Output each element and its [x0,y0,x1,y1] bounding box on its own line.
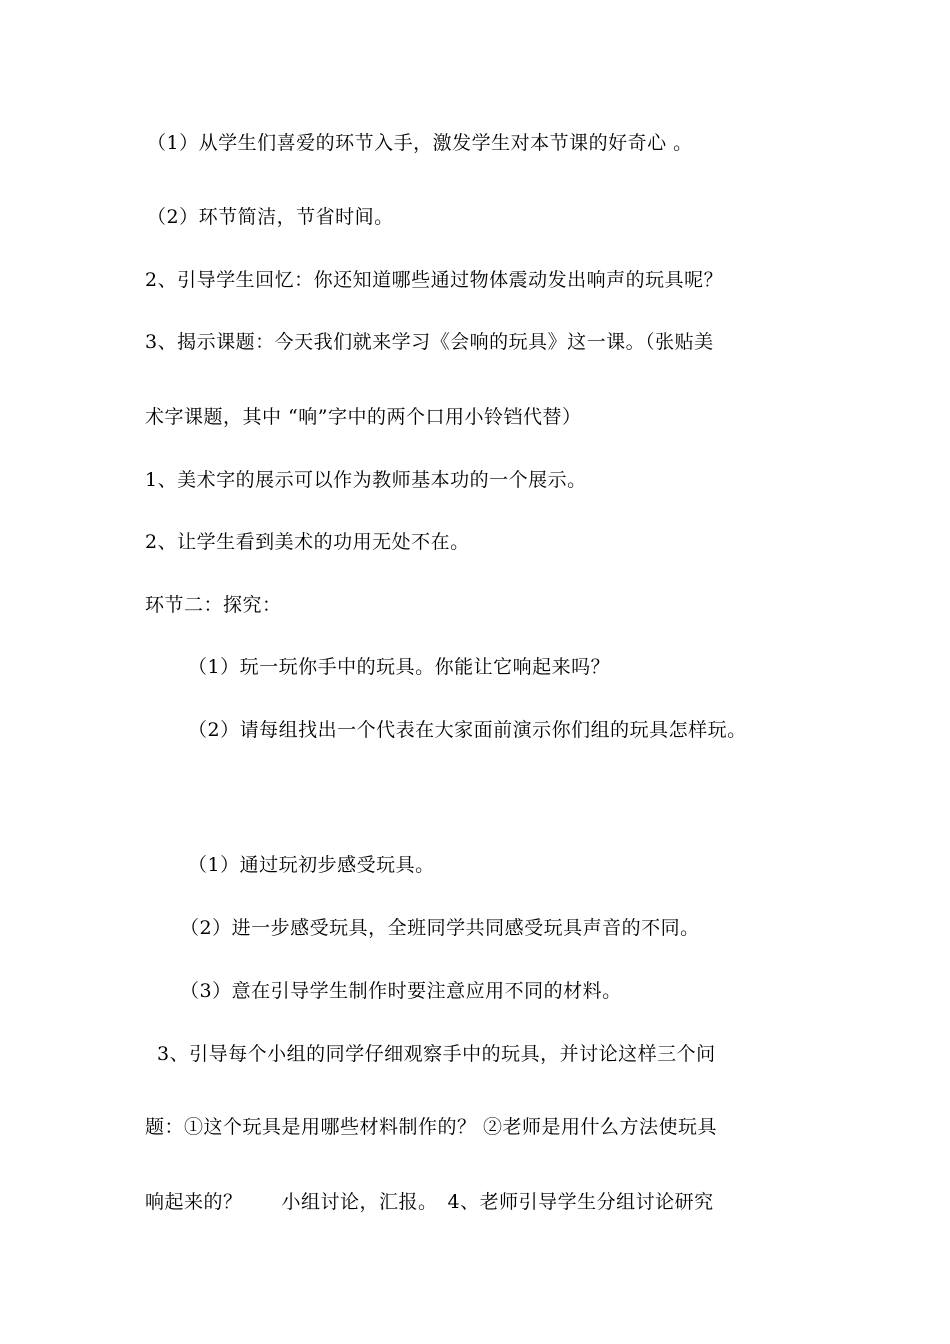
paragraph-line-6: 1、美术字的展示可以作为教师基本功的一个展示。 [145,469,587,491]
paragraph-line-14: 3、引导每个小组的同学仔细观察手中的玩具，并讨论这样三个问 [157,1043,716,1065]
section-heading: 环节二：探究： [145,594,282,616]
paragraph-line-9: （1）玩一玩你手中的玩具。你能让它响起来吗？ [188,656,611,678]
paragraph-line-11: （1）通过玩初步感受玩具。 [188,854,435,876]
paragraph-line-2: （2）环节简洁，节省时间。 [147,206,394,228]
paragraph-line-7: 2、让学生看到美术的功用无处不在。 [145,531,470,553]
paragraph-line-3: 2、引导学生回忆：你还知道哪些通过物体震动发出响声的玩具呢？ [145,269,724,291]
paragraph-line-13: （3）意在引导学生制作时要注意应用不同的材料。 [180,980,622,1002]
paragraph-line-15: 题：①这个玩具是用哪些材料制作的？ ②老师是用什么方法使玩具 [145,1116,718,1138]
paragraph-line-1: （1）从学生们喜爱的环节入手，激发学生对本节课的好奇心 。 [147,132,693,154]
paragraph-line-5: 术字课题，其中 “响”字中的两个口用小铃铛代替） [145,406,582,428]
paragraph-line-10: （2）请每组找出一个代表在大家面前演示你们组的玩具怎样玩。 [188,719,747,741]
paragraph-line-4: 3、揭示课题：今天我们就来学习《会响的玩具》这一课。（张贴美 [145,331,714,353]
paragraph-line-12: （2）进一步感受玩具，全班同学共同感受玩具声音的不同。 [180,917,700,939]
paragraph-line-16: 响起来的？ 小组讨论，汇报。 4、老师引导学生分组讨论研究 [145,1191,714,1213]
